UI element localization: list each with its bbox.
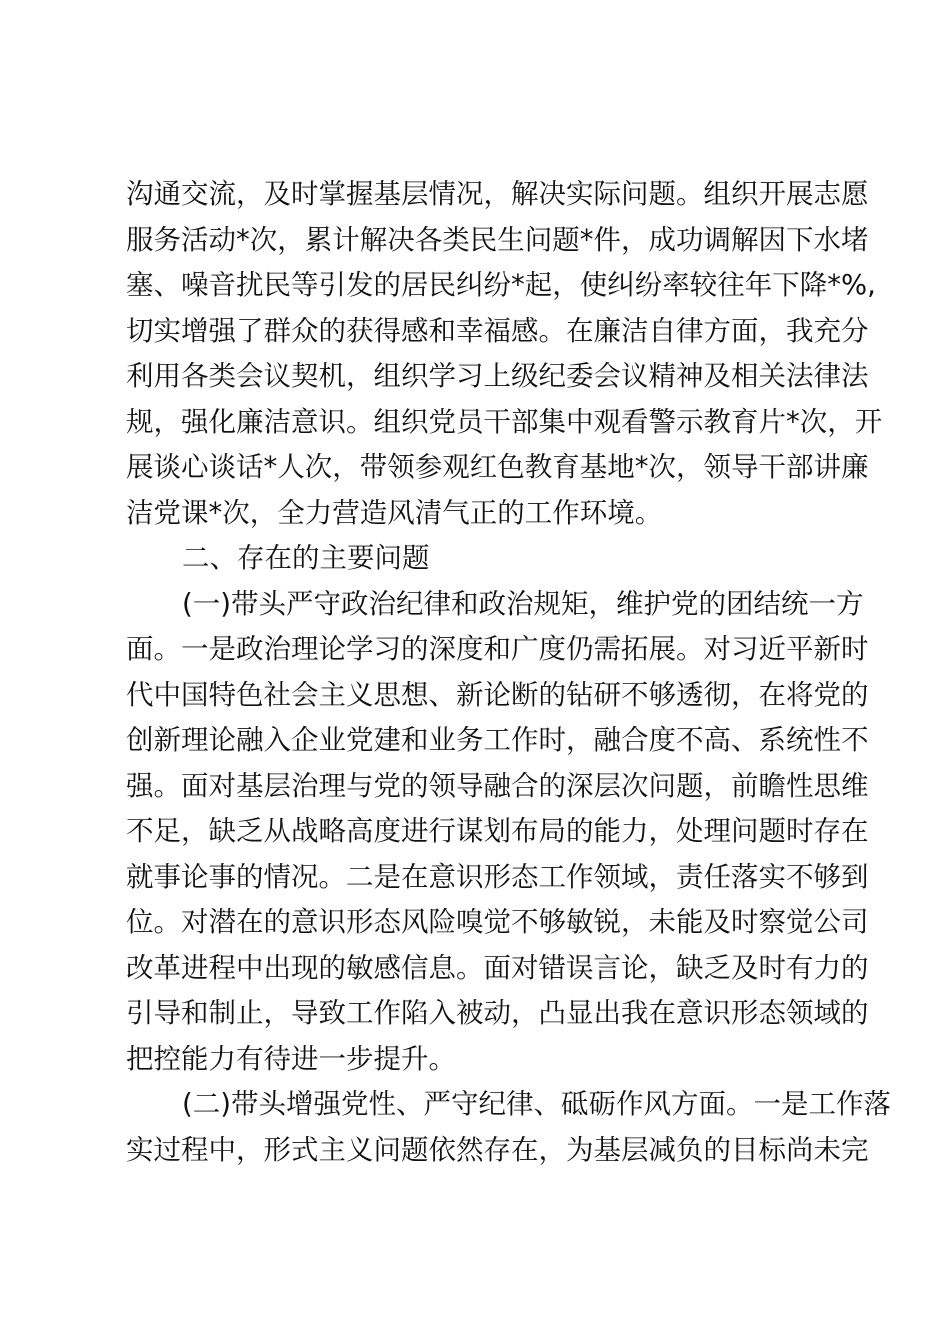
text-line: 就事论事的情况。二是在意识形态工作领域，责任落实不够到 [126,860,869,893]
text-line: 利用各类会议契机，组织学习上级纪委会议精神及相关法律法 [126,360,869,392]
text-line: 不足，缺乏从战略高度进行谋划布局的能力，处理问题时存在 [126,815,869,847]
paragraph-start-line: 二、存在的主要问题 [182,542,430,574]
text-line: 服务活动*次，累计解决各类民生问题*件，成功调解因下水堵 [126,223,869,256]
text-line: 沟通交流，及时掌握基层情况，解决实际问题。组织开展志愿 [126,178,869,210]
text-line: 引导和制止，导致工作陷入被动，凸显出我在意识形态领域的 [126,997,869,1029]
text-line: 把控能力有待进一步提升。 [126,1042,456,1075]
text-line: 创新理论融入企业党建和业务工作时，融合度不高、系统性不 [126,724,869,756]
text-line: 改革进程中出现的敏感信息。面对错误言论，缺乏及时有力的 [126,951,869,984]
document-body [126,172,891,1173]
text-line: 规，强化廉洁意识。组织党员干部集中观看警示教育片*次，开 [126,405,883,438]
text-line: 塞、噪音扰民等引发的居民纠纷*起，使纠纷率较往年下降*%, [126,269,876,301]
text-line: 代中国特色社会主义思想、新论断的钻研不够透彻，在将党的 [126,678,869,711]
text-line: 面。一是政治理论学习的深度和广度仍需拓展。对习近平新时 [126,633,869,665]
paragraph-start-line: (一)带头严守政治纪律和政治规矩，维护党的团结统一方 [182,587,864,620]
text-line: 位。对潜在的意识形态风险嗅觉不够敏锐，未能及时察觉公司 [126,906,869,938]
text-line: 切实增强了群众的获得感和幸福感。在廉洁自律方面，我充分 [126,314,869,347]
text-line: 展谈心谈话*人次，带领参观红色教育基地*次，领导干部讲廉 [126,451,869,483]
text-line: 实过程中，形式主义问题依然存在，为基层减负的目标尚未完 [126,1133,869,1166]
paragraph-start-line: (二)带头增强党性、严守纪律、砥砺作风方面。一是工作落 [182,1088,891,1120]
text-line: 强。面对基层治理与党的领导融合的深层次问题，前瞻性思维 [126,769,869,802]
text-line: 洁党课*次，全力营造风清气正的工作环境。 [126,496,663,529]
